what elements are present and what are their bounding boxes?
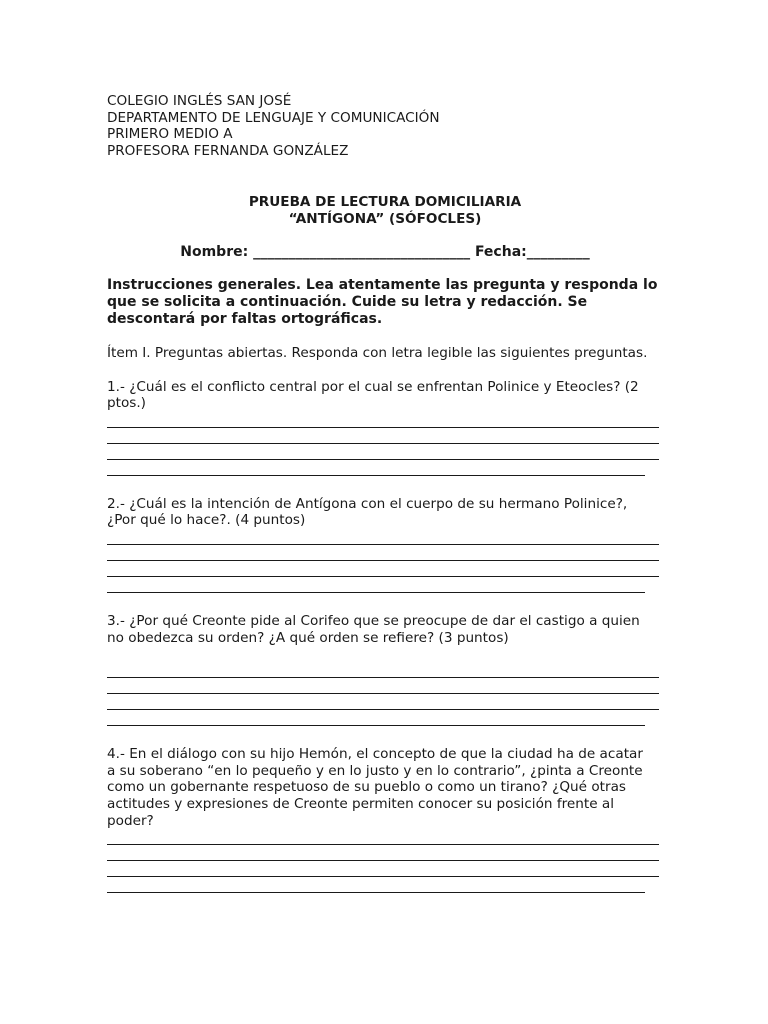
answer-line[interactable]	[107, 694, 659, 710]
answer-line[interactable]	[107, 845, 659, 861]
answer-line[interactable]	[107, 710, 645, 726]
exam-title-line-2: “ANTÍGONA” (SÓFOCLES)	[288, 211, 482, 228]
exam-title	[107, 194, 663, 228]
question-1-line-1: 1.- ¿Cuál es el conflicto central por el cual se enfrentan Polinice y Eteocles? (2	[107, 378, 639, 395]
answer-area-3[interactable]	[107, 662, 663, 726]
instructions-line-1: Instrucciones generales. Lea atentamente las pregunta y responda lo	[107, 276, 658, 293]
question-4-line-3: como un gobernante respetuoso de su pueblo o como un tirano? ¿Qué otras	[107, 779, 626, 796]
name-date-field[interactable]: Nombre: _______________________________ Fecha:_________	[180, 244, 590, 261]
question-3	[107, 613, 663, 726]
question-4-line-1: 4.- En el diálogo con su hijo Hemón, el concepto de que la ciudad ha de acatar	[107, 746, 643, 763]
question-3-line-2: no obedezca su orden? ¿A qué orden se refiere? (3 puntos)	[107, 629, 509, 646]
item-heading: Ítem I. Preguntas abiertas. Responda con letra legible las siguientes preguntas.	[107, 344, 648, 361]
question-2	[107, 496, 663, 593]
question-4-line-2: a su soberano “en lo pequeño y en lo justo y en lo contrario”, ¿pinta a Creonte	[107, 762, 643, 779]
department-name: DEPARTAMENTO DE LENGUAJE Y COMUNICACIÓN	[107, 109, 440, 126]
answer-line[interactable]	[107, 460, 645, 476]
exam-title-line-1: PRUEBA DE LECTURA DOMICILIARIA	[248, 194, 522, 211]
answer-area-4[interactable]	[107, 829, 663, 893]
question-4	[107, 746, 663, 893]
question-3-line-1: 3.- ¿Por qué Creonte pide al Corifeo que se preocupe de dar el castigo a quien	[107, 612, 640, 629]
answer-line[interactable]	[107, 428, 659, 444]
answer-line[interactable]	[107, 545, 659, 561]
exam-page	[107, 93, 663, 893]
spacer	[107, 646, 663, 662]
answer-line[interactable]	[107, 561, 659, 577]
question-1	[107, 379, 663, 476]
answer-line[interactable]	[107, 861, 659, 877]
grade-label: PRIMERO MEDIO A	[107, 126, 233, 143]
question-1-line-2: ptos.)	[107, 395, 146, 412]
answer-line[interactable]	[107, 444, 659, 460]
answer-area-1[interactable]	[107, 412, 663, 476]
question-2-line-1: 2.- ¿Cuál es la intención de Antígona con el cuerpo de su hermano Polinice?,	[107, 495, 628, 512]
answer-area-2[interactable]	[107, 529, 663, 593]
general-instructions	[107, 277, 663, 328]
answer-line[interactable]	[107, 829, 659, 845]
question-4-line-4: actitudes y expresiones de Creonte permiten conocer su posición frente al	[107, 795, 614, 812]
answer-line[interactable]	[107, 529, 659, 545]
question-4-line-5: poder?	[107, 812, 154, 829]
answer-line[interactable]	[107, 577, 645, 593]
answer-line[interactable]	[107, 877, 645, 893]
school-header	[107, 93, 663, 159]
instructions-line-2: que se solicita a continuación. Cuide su letra y redacción. Se	[107, 293, 588, 310]
question-2-line-2: ¿Por qué lo hace?. (4 puntos)	[107, 512, 306, 529]
instructions-line-3: descontará por faltas ortográficas.	[107, 310, 383, 327]
answer-line[interactable]	[107, 678, 659, 694]
school-name: COLEGIO INGLÉS SAN JOSÉ	[107, 93, 292, 109]
answer-line[interactable]	[107, 412, 659, 428]
answer-line[interactable]	[107, 662, 659, 678]
teacher-name: PROFESORA FERNANDA GONZÁLEZ	[107, 142, 349, 159]
